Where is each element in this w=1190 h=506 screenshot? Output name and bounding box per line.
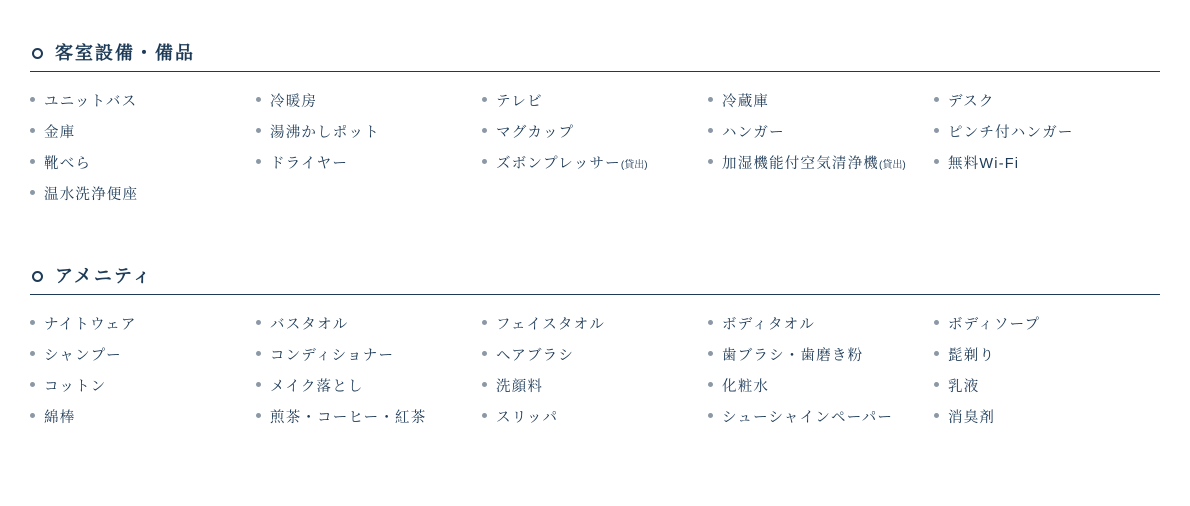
list-item	[708, 118, 934, 149]
bullet-icon	[708, 159, 713, 164]
list-item	[256, 372, 482, 403]
list-item	[708, 403, 934, 434]
bullet-icon	[30, 159, 35, 164]
list-item	[708, 372, 934, 403]
items-grid	[30, 72, 1160, 211]
bullet-icon	[30, 128, 35, 133]
list-item-label: デスク	[948, 94, 995, 110]
list-item	[934, 372, 1160, 403]
bullet-icon	[256, 97, 261, 102]
list-item-label: 洗顔料	[496, 379, 544, 395]
list-item-label: 化粧水	[722, 379, 770, 395]
list-item	[30, 403, 256, 434]
bullet-icon	[30, 413, 35, 418]
list-item-label: シャンプー	[44, 348, 122, 364]
bullet-icon	[934, 159, 939, 164]
list-item	[934, 341, 1160, 372]
list-item	[30, 372, 256, 403]
list-item-label: 靴べら	[44, 156, 92, 172]
items-column	[30, 87, 256, 211]
list-item-label: テレビ	[496, 94, 543, 110]
items-column	[482, 310, 708, 434]
bullet-icon	[482, 128, 487, 133]
bullet-icon	[256, 159, 261, 164]
section-header	[30, 0, 1160, 72]
list-item-label: ヘアブラシ	[496, 348, 575, 364]
list-item-label: シューシャインペーパー	[722, 410, 894, 426]
list-item-label: フェイスタオル	[496, 317, 606, 333]
bullet-icon	[934, 382, 939, 387]
list-item-label: 温水洗浄便座	[44, 187, 139, 203]
list-item	[30, 341, 256, 372]
bullet-icon	[934, 351, 939, 356]
bullet-icon	[482, 413, 487, 418]
list-item	[482, 87, 708, 118]
list-item	[708, 87, 934, 118]
section-title: 客室設備・備品	[55, 43, 195, 63]
list-item-label: コットン	[44, 379, 107, 395]
section-room-equipment	[30, 0, 1160, 211]
list-item	[934, 403, 1160, 434]
list-item-label: スリッパ	[496, 410, 559, 426]
list-item	[256, 87, 482, 118]
items-grid	[30, 295, 1160, 434]
circle-marker-icon	[32, 48, 43, 59]
list-item-label: ボディソープ	[948, 317, 1041, 333]
items-column	[30, 310, 256, 434]
list-item	[708, 149, 934, 181]
bullet-icon	[256, 413, 261, 418]
list-item	[256, 118, 482, 149]
list-item-label: 無料Wi-Fi	[948, 156, 1020, 172]
list-item-label: コンディショナー	[270, 348, 395, 364]
items-column	[934, 310, 1160, 434]
list-item	[482, 372, 708, 403]
list-item-label: 煎茶・コーヒー・紅茶	[270, 410, 427, 426]
list-item-label: ユニットバス	[44, 94, 138, 110]
bullet-icon	[708, 97, 713, 102]
bullet-icon	[30, 320, 35, 325]
list-item	[30, 118, 256, 149]
items-column	[934, 87, 1160, 211]
items-column	[482, 87, 708, 211]
bullet-icon	[482, 351, 487, 356]
bullet-icon	[482, 159, 487, 164]
list-item	[708, 310, 934, 341]
bullet-icon	[708, 128, 713, 133]
list-item	[934, 87, 1160, 118]
list-item	[934, 118, 1160, 149]
bullet-icon	[30, 190, 35, 195]
list-item-note: (貸出)	[620, 160, 648, 171]
bullet-icon	[934, 128, 939, 133]
list-item-label: 加湿機能付空気清浄機(貸出)	[722, 156, 906, 172]
list-item	[30, 87, 256, 118]
list-item-label: メイク落とし	[270, 379, 364, 395]
list-item-note: (貸出)	[879, 160, 906, 171]
list-item-label: ナイトウェア	[44, 317, 137, 333]
list-item-label: ボディタオル	[722, 317, 816, 333]
section-header	[30, 211, 1160, 295]
list-item	[30, 180, 256, 211]
section-title: アメニティ	[55, 266, 153, 286]
list-item	[256, 341, 482, 372]
list-item	[30, 149, 256, 180]
list-item-label: ズボンプレッサー(貸出)	[496, 156, 648, 172]
list-item-label: 髭剃り	[948, 348, 996, 364]
list-item-label: 歯ブラシ・歯磨き粉	[722, 348, 864, 364]
list-item	[482, 341, 708, 372]
items-column	[708, 87, 934, 211]
list-item	[30, 310, 256, 341]
list-item-label: 消臭剤	[948, 410, 996, 426]
list-item-label: ピンチ付ハンガー	[948, 125, 1074, 141]
circle-marker-icon	[32, 271, 43, 282]
list-item	[482, 118, 708, 149]
bullet-icon	[256, 351, 261, 356]
list-item	[256, 403, 482, 434]
list-item-label: 金庫	[44, 125, 76, 141]
bullet-icon	[482, 97, 487, 102]
list-item	[482, 403, 708, 434]
section-amenities	[30, 211, 1160, 434]
list-item-label: バスタオル	[270, 317, 349, 333]
bullet-icon	[708, 351, 713, 356]
bullet-icon	[256, 128, 261, 133]
list-item-label: ドライヤー	[270, 156, 349, 172]
list-item	[482, 149, 708, 181]
bullet-icon	[934, 97, 939, 102]
bullet-icon	[30, 97, 35, 102]
list-item	[256, 310, 482, 341]
bullet-icon	[708, 320, 713, 325]
list-item-label: 冷蔵庫	[722, 94, 770, 110]
list-item-label: 冷暖房	[270, 94, 318, 110]
list-item-label: ハンガー	[722, 125, 785, 141]
bullet-icon	[256, 320, 261, 325]
list-item-label: 湯沸かしポット	[270, 125, 380, 141]
list-item	[708, 341, 934, 372]
items-column	[256, 87, 482, 211]
list-item-label: マグカップ	[496, 125, 575, 141]
list-item	[934, 149, 1160, 180]
bullet-icon	[708, 382, 713, 387]
items-column	[256, 310, 482, 434]
list-item-label: 乳液	[948, 379, 980, 395]
bullet-icon	[934, 413, 939, 418]
bullet-icon	[30, 382, 35, 387]
bullet-icon	[30, 351, 35, 356]
items-column	[708, 310, 934, 434]
bullet-icon	[256, 382, 261, 387]
bullet-icon	[708, 413, 713, 418]
bullet-icon	[934, 320, 939, 325]
bullet-icon	[482, 320, 487, 325]
list-item	[482, 310, 708, 341]
bullet-icon	[482, 382, 487, 387]
list-item	[256, 149, 482, 180]
list-item	[934, 310, 1160, 341]
list-item-label: 綿棒	[44, 410, 76, 426]
